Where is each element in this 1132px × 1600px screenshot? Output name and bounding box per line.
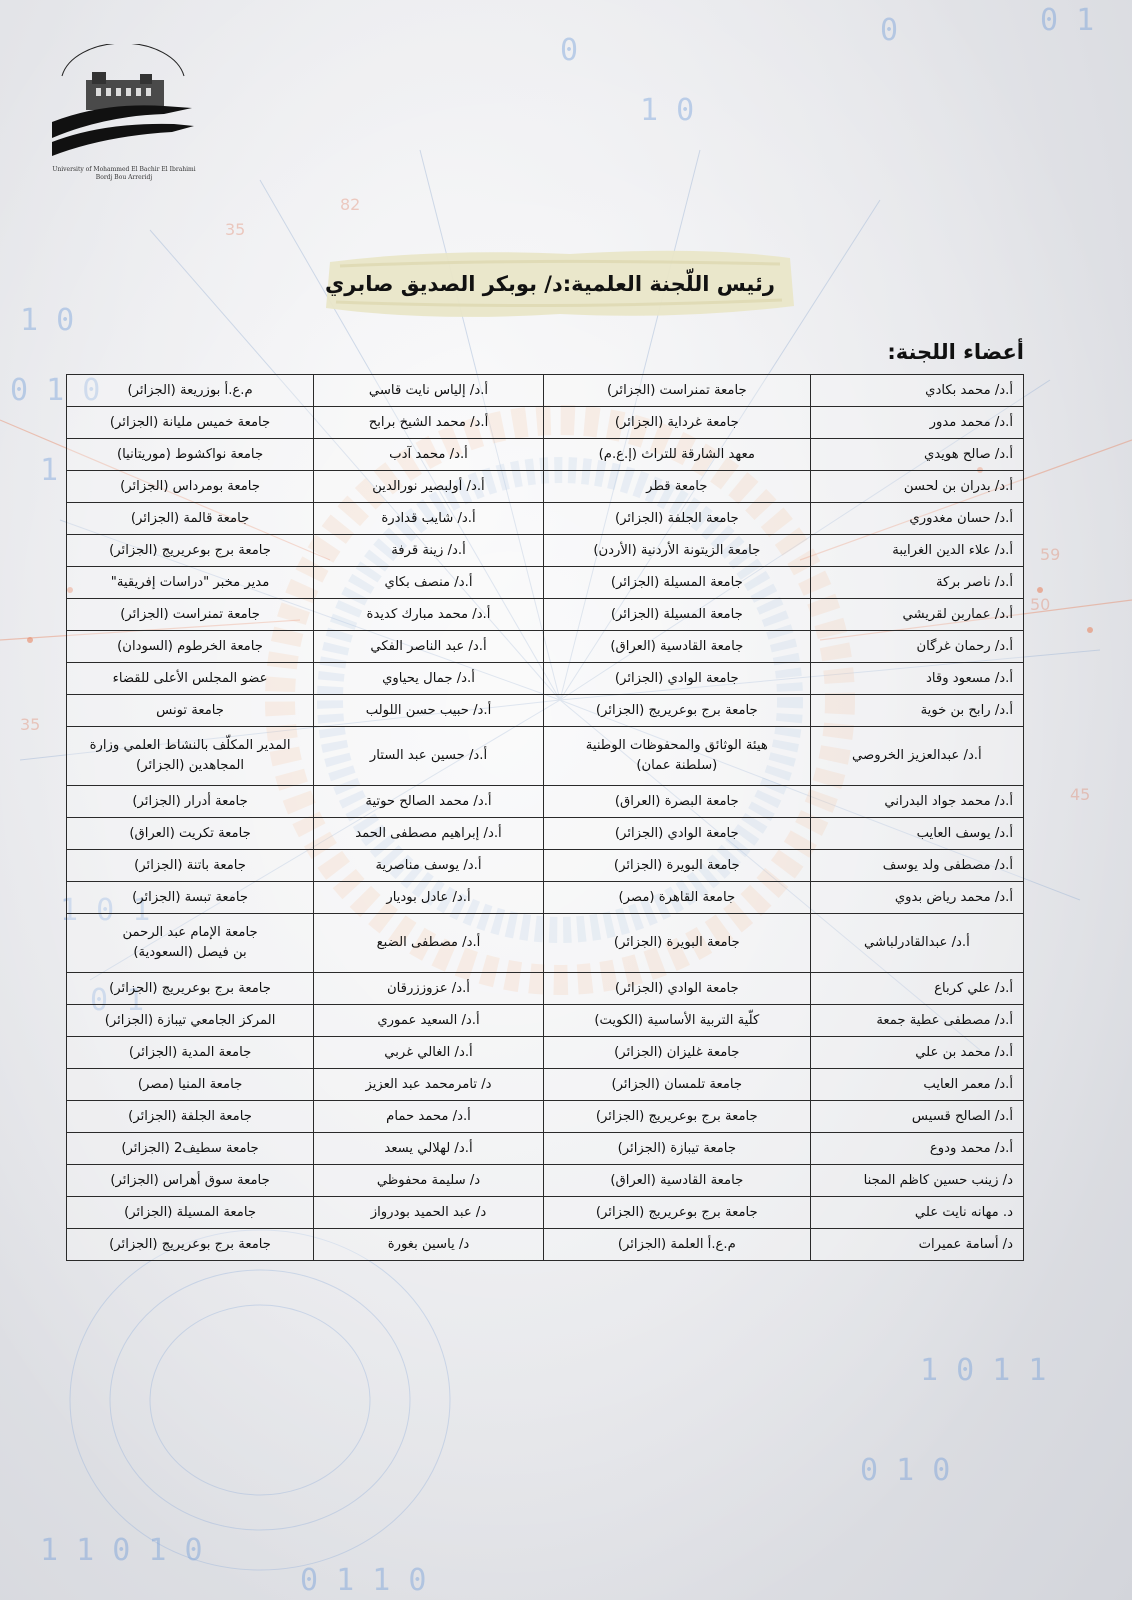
- cell-text: أ.د/ عماربن لقريشي: [902, 606, 1013, 622]
- cell-text: جامعة قطر: [646, 478, 708, 494]
- cell-text: أ.د/ رابح بن خوية: [920, 702, 1013, 718]
- svg-text:35: 35: [225, 220, 246, 239]
- cell-text: أ.د/ أولبصير نورالدين: [372, 478, 485, 494]
- cell-text: جامعة الخرطوم (السودان): [117, 638, 263, 654]
- table-row: [67, 1165, 1024, 1197]
- cell-text: أ.د/ علاء الدين الغرايبة: [892, 542, 1013, 558]
- cell-text: جامعة المسيلة (الجزائر): [610, 606, 743, 622]
- member-institution: [67, 1165, 314, 1197]
- cell-text: د/ سليمة محفوظي: [376, 1172, 481, 1188]
- cell-text: جامعة نواكشوط (موريتانيا): [116, 446, 264, 462]
- cell-text-line2: (سلطنة عمان): [636, 758, 718, 773]
- member-name: [810, 599, 1023, 631]
- cell-text: جامعة القادسية (العراق): [610, 1172, 744, 1188]
- member-name: [314, 663, 544, 695]
- table-row: [67, 1101, 1024, 1133]
- member-institution: [67, 407, 314, 439]
- logo-english-line2: Bordj Bou Arreridj: [95, 174, 153, 181]
- cell-text: جامعة غليزان (الجزائر): [614, 1044, 740, 1060]
- cell-text: د/ ياسين بغورة: [387, 1236, 470, 1252]
- member-name: [810, 695, 1023, 727]
- member-name: [810, 973, 1023, 1005]
- cell-text: جامعة الجلفة (الجزائر): [128, 1108, 252, 1124]
- cell-text: أ.د/ محمد بن علي: [915, 1044, 1013, 1060]
- cell-text: أ.د/ عزوززرقان: [386, 980, 470, 996]
- member-institution: [543, 914, 810, 973]
- cell-text: أ.د/ منصف بكاي: [384, 574, 473, 590]
- cell-text: أ.د/ مصطفى عطية جمعة: [876, 1012, 1013, 1028]
- cell-text: د/ تامرمحمد عبد العزيز: [365, 1076, 492, 1092]
- member-name: [810, 882, 1023, 914]
- members-heading: أعضاء اللجنة:: [887, 340, 1024, 364]
- cell-text: أ.د/ ناصر بركة: [935, 574, 1013, 590]
- member-name: [810, 786, 1023, 818]
- svg-text:0: 0: [560, 33, 579, 68]
- cell-text: جامعة أدرار (الجزائر): [132, 793, 248, 809]
- member-institution: [67, 567, 314, 599]
- cell-text: أ.د/ حبيب حسن اللولب: [365, 702, 492, 718]
- member-institution: [67, 1197, 314, 1229]
- cell-text: أ.د/ محمد جواد البدراني: [884, 793, 1013, 809]
- member-name: [314, 882, 544, 914]
- table-row: [67, 663, 1024, 695]
- member-institution: [543, 535, 810, 567]
- cell-text: أ.د/ مصطفى الضبع: [376, 935, 481, 950]
- cell-text: جامعة الوادي (الجزائر): [614, 670, 739, 686]
- member-institution: [543, 786, 810, 818]
- cell-text: أ.د/ محمد الشيخ برابح: [368, 414, 489, 430]
- cell-text: جامعة المنيا (مصر): [137, 1076, 243, 1092]
- member-name: [314, 1165, 544, 1197]
- svg-text:1 0 1: 1 0 1: [60, 893, 151, 928]
- member-institution: [543, 850, 810, 882]
- member-institution: [543, 882, 810, 914]
- member-name: [314, 471, 544, 503]
- cell-text: مدير مخبر "دراسات إفريقية": [110, 574, 270, 590]
- cell-text: أ.د/ صالح هويدي: [924, 446, 1013, 462]
- member-institution: [67, 882, 314, 914]
- svg-text:0 1 1 0: 0 1 1 0: [300, 1563, 427, 1598]
- cell-text: أ.د/ محمد آدب: [389, 446, 468, 462]
- member-name: [314, 1133, 544, 1165]
- table-row: [67, 973, 1024, 1005]
- svg-text:1 0: 1 0: [20, 303, 75, 338]
- cell-text: د/ أسامة عميرات: [918, 1236, 1013, 1252]
- cell-text: جامعة برج بوعريريج (الجزائر): [595, 702, 758, 718]
- table-row: [67, 1197, 1024, 1229]
- logo-emblem: [44, 44, 204, 164]
- cell-text-line2: المجاهدين (الجزائر): [136, 758, 245, 773]
- member-institution: [67, 850, 314, 882]
- member-name: [314, 1005, 544, 1037]
- cell-text: جامعة البويرة (الجزائر): [613, 857, 740, 873]
- member-institution: [543, 727, 810, 786]
- chair-name: د/ بوبكر الصديق صابري: [325, 272, 563, 296]
- cell-text: أ.د/ حسان مغدوري: [909, 510, 1013, 526]
- svg-text:59: 59: [1040, 545, 1061, 564]
- cell-text: هيئة الوثائق والمحفوظات الوطنية: [585, 738, 768, 753]
- member-name: [314, 1101, 544, 1133]
- member-institution: [543, 375, 810, 407]
- cell-text: جامعة باتنة (الجزائر): [134, 857, 246, 873]
- cell-text: جامعة برج بوعريريج (الجزائر): [109, 1236, 271, 1252]
- member-name: [810, 663, 1023, 695]
- table-row: [67, 439, 1024, 471]
- table-row: [67, 535, 1024, 567]
- member-institution: [543, 1005, 810, 1037]
- cell-text: جامعة خميس مليانة (الجزائر): [109, 414, 271, 430]
- cell-text: م.ع.أ العلمة (الجزائر): [617, 1236, 736, 1252]
- cell-text: جامعة برج بوعريريج (الجزائر): [109, 980, 271, 996]
- cell-text: أ.د/ عبد الناصر الفكي: [370, 638, 487, 654]
- table-row: [67, 727, 1024, 786]
- committee-members-table: [66, 374, 1024, 1261]
- table-row: [67, 599, 1024, 631]
- member-institution: [543, 695, 810, 727]
- svg-text:0 1: 0 1: [90, 983, 145, 1018]
- member-name: [810, 1037, 1023, 1069]
- cell-text: جامعة سطيف2 (الجزائر): [121, 1140, 259, 1156]
- cell-text: أ.د/ محمد مدور: [929, 414, 1013, 430]
- member-institution: [543, 599, 810, 631]
- cell-text: جامعة البصرة (العراق): [614, 793, 739, 809]
- member-institution: [67, 375, 314, 407]
- svg-text:0: 0: [880, 13, 899, 48]
- cell-text: أ.د/ إبراهيم مصطفى الحمد: [355, 825, 502, 841]
- svg-text:45: 45: [1070, 785, 1091, 804]
- member-name: [314, 407, 544, 439]
- cell-text: جامعة برج بوعريريج (الجزائر): [109, 542, 271, 558]
- member-institution: [67, 786, 314, 818]
- svg-text:0 1 0: 0 1 0: [860, 1453, 951, 1488]
- member-name: [314, 818, 544, 850]
- member-institution: [543, 471, 810, 503]
- member-name: [810, 631, 1023, 663]
- table-row: [67, 1037, 1024, 1069]
- svg-text:50: 50: [1030, 595, 1051, 614]
- cell-text: أ.د/ محمد رياض بدوي: [894, 889, 1013, 905]
- cell-text: جامعة تبسة (الجزائر): [132, 889, 248, 905]
- svg-text:82: 82: [340, 195, 361, 214]
- member-institution: [543, 818, 810, 850]
- member-institution: [67, 503, 314, 535]
- cell-text: أ.د/ يوسف مناصرية: [375, 857, 482, 873]
- member-name: [810, 818, 1023, 850]
- table-row: [67, 1133, 1024, 1165]
- cell-text: جامعة قالمة (الجزائر): [130, 510, 250, 526]
- cell-text: المركز الجامعي تيبازة (الجزائر): [104, 1012, 276, 1028]
- cell-text: أ.د/ إلياس نايت قاسي: [368, 382, 489, 398]
- cell-text: أ.د/ السعيد عموري: [377, 1012, 480, 1028]
- member-institution: [543, 407, 810, 439]
- cell-text: جامعة الزيتونة الأردنية (الأردن): [593, 542, 761, 558]
- member-institution: [543, 1197, 810, 1229]
- chair-label: رئيس اللّجنة العلمية:: [562, 272, 775, 296]
- member-name: [810, 503, 1023, 535]
- member-institution: [543, 1037, 810, 1069]
- member-name: [810, 1069, 1023, 1101]
- table-row: [67, 1069, 1024, 1101]
- committee-chair: [325, 262, 775, 306]
- member-name: [810, 850, 1023, 882]
- member-institution: [543, 663, 810, 695]
- member-name: [314, 695, 544, 727]
- cell-text: جامعة تكريت (العراق): [129, 825, 251, 841]
- member-name: [810, 1005, 1023, 1037]
- member-name: [810, 407, 1023, 439]
- cell-text: أ.د/ علي كرباع: [934, 980, 1013, 996]
- svg-text:1 0 1 1: 1 0 1 1: [920, 1353, 1047, 1388]
- cell-text: أ.د/ شايب قدادرة: [381, 510, 476, 526]
- member-institution: [67, 439, 314, 471]
- svg-text:1 1 0 1 0: 1 1 0 1 0: [40, 1533, 203, 1568]
- cell-text: أ.د/ الغالي غربي: [384, 1044, 473, 1060]
- member-institution: [67, 1037, 314, 1069]
- table-row: [67, 786, 1024, 818]
- cell-text: جامعة تلمسان (الجزائر): [611, 1076, 743, 1092]
- member-institution: [67, 973, 314, 1005]
- cell-text: جامعة برج بوعريريج (الجزائر): [595, 1108, 758, 1124]
- member-name: [314, 973, 544, 1005]
- svg-text:0 1 0: 0 1 0: [10, 373, 101, 408]
- member-institution: [543, 567, 810, 599]
- member-name: [810, 375, 1023, 407]
- member-name: [810, 1197, 1023, 1229]
- table-row: [67, 914, 1024, 973]
- table-row: [67, 567, 1024, 599]
- cell-text: عضو المجلس الأعلى للقضاء: [112, 670, 268, 686]
- member-name: [314, 1069, 544, 1101]
- cell-text: جامعة برج بوعريريج (الجزائر): [595, 1204, 758, 1220]
- member-institution: [543, 1133, 810, 1165]
- member-institution: [543, 1069, 810, 1101]
- cell-text: أ.د/ محمد الصالح حوتية: [365, 793, 492, 809]
- cell-text: جامعة تونس: [156, 702, 224, 718]
- member-name: [314, 786, 544, 818]
- member-institution: [67, 1005, 314, 1037]
- member-institution: [543, 973, 810, 1005]
- member-institution: [543, 631, 810, 663]
- cell-text: جامعة بومرداس (الجزائر): [120, 478, 260, 494]
- member-name: [314, 1229, 544, 1261]
- member-institution: [543, 1229, 810, 1261]
- member-institution: [67, 599, 314, 631]
- cell-text: جامعة البويرة (الجزائر): [613, 935, 740, 950]
- cell-text: أ.د/ معمر العايب: [923, 1076, 1013, 1092]
- cell-text: أ.د/ جمال يحياوي: [382, 670, 475, 686]
- table-row: [67, 471, 1024, 503]
- cell-text: أ.د/ محمد ودوع: [929, 1140, 1013, 1156]
- cell-text: د. مهانه نايت علي: [914, 1204, 1013, 1220]
- cell-text: كلّية التربية الأساسية (الكويت): [594, 1012, 760, 1028]
- cell-text: د/ عبد الحميد بودرواز: [370, 1204, 487, 1220]
- cell-text: د/ زينب حسين كاظم المجنا: [863, 1172, 1013, 1188]
- cell-text: جامعة الإمام عبد الرحمن: [122, 925, 258, 940]
- svg-text:1 0: 1 0: [640, 93, 695, 128]
- cell-text: جامعة القاهرة (مصر): [618, 889, 736, 905]
- member-name: [314, 375, 544, 407]
- cell-text: أ.د/ زينة قرفة: [391, 542, 466, 558]
- cell-text: أ.د/ مصطفى ولد يوسف: [882, 857, 1013, 873]
- cell-text: جامعة المسيلة (الجزائر): [124, 1204, 256, 1220]
- member-name: [810, 535, 1023, 567]
- member-name: [810, 567, 1023, 599]
- table-row: [67, 1229, 1024, 1261]
- table-row: [67, 818, 1024, 850]
- member-institution: [543, 439, 810, 471]
- member-name: [314, 914, 544, 973]
- cell-text: جامعة غرداية (الجزائر): [614, 414, 739, 430]
- cell-text: معهد الشارقة للتراث (إ.ع.م): [598, 446, 755, 462]
- member-name: [314, 567, 544, 599]
- logo-english-line1: University of Mohammed El Bachir El Ibrahimi: [52, 166, 196, 173]
- logo-caption: [44, 166, 204, 182]
- cell-text: أ.د/ عادل بوديار: [386, 889, 471, 905]
- cell-text: أ.د/ بدران بن لحسن: [903, 478, 1013, 494]
- cell-text: جامعة سوق أهراس (الجزائر): [110, 1172, 270, 1188]
- table-row: [67, 631, 1024, 663]
- cell-text: أ.د/ الصالح قسيس: [911, 1108, 1013, 1124]
- table-row: [67, 375, 1024, 407]
- cell-text: جامعة المسيلة (الجزائر): [610, 574, 743, 590]
- member-name: [314, 631, 544, 663]
- member-name: [314, 1037, 544, 1069]
- member-name: [314, 1197, 544, 1229]
- member-institution: [67, 727, 314, 786]
- cell-text: المدير المكلّف بالنشاط العلمي وزارة: [89, 738, 291, 753]
- member-name: [810, 727, 1023, 786]
- cell-text: جامعة الوادي (الجزائر): [614, 980, 739, 996]
- cell-text: أ.د/ محمد حمام: [386, 1108, 471, 1124]
- cell-text: أ.د/ محمد بكادي: [925, 382, 1013, 398]
- cell-text: أ.د/ رحمان غرگان: [916, 638, 1013, 654]
- svg-text:0 1: 0 1: [1040, 3, 1095, 38]
- table-row: [67, 407, 1024, 439]
- member-name: [314, 599, 544, 631]
- member-institution: [67, 1133, 314, 1165]
- cell-text: م.ع.أ بوزريعة (الجزائر): [127, 382, 253, 398]
- svg-text:35: 35: [20, 715, 41, 734]
- member-institution: [543, 503, 810, 535]
- cell-text: جامعة تيبازة (الجزائر): [617, 1140, 736, 1156]
- cell-text: جامعة القادسية (العراق): [610, 638, 744, 654]
- member-institution: [67, 695, 314, 727]
- cell-text: جامعة تمنراست (الجزائر): [120, 606, 260, 622]
- member-institution: [67, 471, 314, 503]
- svg-text:1: 1: [40, 453, 59, 488]
- member-name: [810, 914, 1023, 973]
- member-institution: [67, 1101, 314, 1133]
- cell-text: أ.د/ يوسف العايب: [916, 825, 1013, 841]
- member-institution: [67, 535, 314, 567]
- cell-text: جامعة تمنراست (الجزائر): [606, 382, 747, 398]
- member-name: [810, 471, 1023, 503]
- cell-text-line2: بن فيصل (السعودية): [133, 945, 247, 960]
- member-institution: [543, 1165, 810, 1197]
- member-institution: [67, 1069, 314, 1101]
- member-institution: [67, 663, 314, 695]
- member-name: [314, 727, 544, 786]
- cell-text: أ.د/ لهلالي يسعد: [384, 1140, 473, 1156]
- member-name: [810, 439, 1023, 471]
- member-institution: [67, 914, 314, 973]
- member-name: [810, 1101, 1023, 1133]
- table-row: [67, 503, 1024, 535]
- cell-text: أ.د/ حسين عبد الستار: [369, 748, 488, 763]
- member-institution: [67, 1229, 314, 1261]
- table-row: [67, 882, 1024, 914]
- cell-text: جامعة الوادي (الجزائر): [614, 825, 739, 841]
- member-name: [810, 1229, 1023, 1261]
- cell-text: جامعة المدية (الجزائر): [128, 1044, 252, 1060]
- member-institution: [67, 631, 314, 663]
- table-row: [67, 1005, 1024, 1037]
- member-name: [314, 503, 544, 535]
- member-name: [314, 439, 544, 471]
- cell-text: أ.د/ محمد مبارك كديدة: [366, 606, 491, 622]
- member-institution: [543, 1101, 810, 1133]
- member-name: [314, 850, 544, 882]
- member-name: [810, 1133, 1023, 1165]
- cell-text: أ.د/ عبدالعزيز الخروصي: [852, 748, 982, 763]
- table-row: [67, 695, 1024, 727]
- cell-text: جامعة الجلفة (الجزائر): [614, 510, 739, 526]
- cell-text: أ.د/ مسعود وقاد: [926, 670, 1013, 686]
- member-name: [810, 1165, 1023, 1197]
- member-institution: [67, 818, 314, 850]
- table-row: [67, 850, 1024, 882]
- cell-text: أ.د/ عبدالقادرلباشي: [863, 935, 970, 950]
- member-name: [314, 535, 544, 567]
